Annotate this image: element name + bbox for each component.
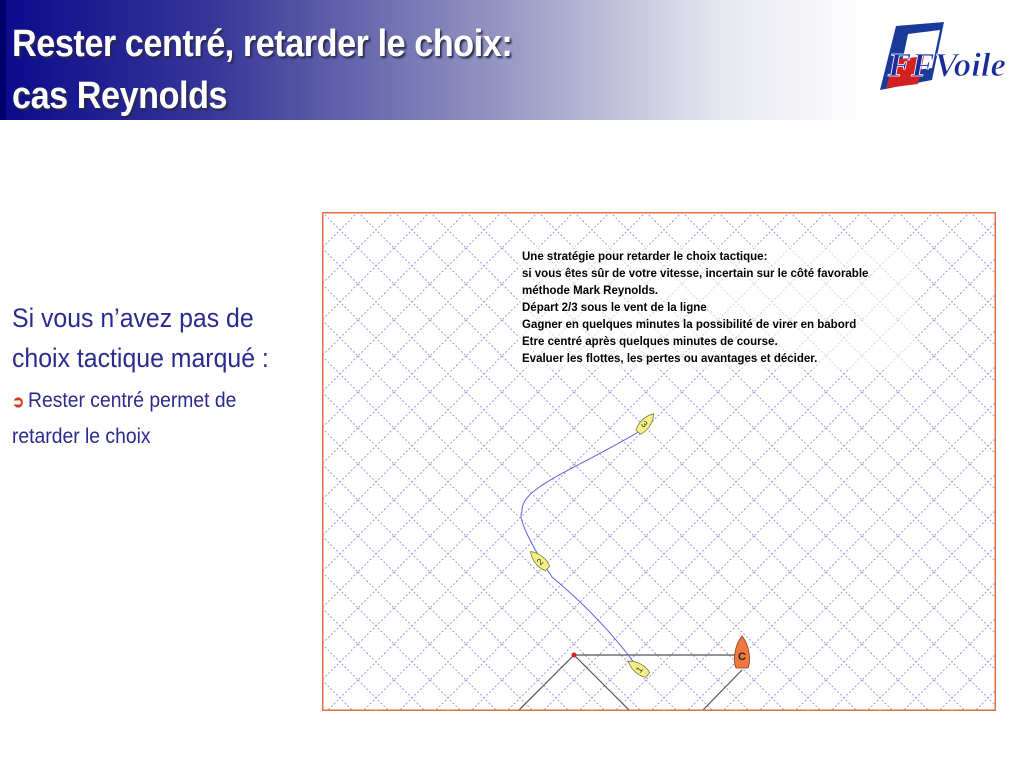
boat-2-label: 2 bbox=[534, 556, 546, 568]
header-bar bbox=[0, 0, 1024, 120]
strategy-line-6: Etre centré après quelques minutes de course. bbox=[522, 336, 778, 348]
title-line-2: cas Reynolds bbox=[12, 75, 228, 117]
bullet-text: Rester centré permet de retarder le choix bbox=[12, 389, 237, 448]
race-diagram bbox=[322, 212, 996, 711]
committee-label: C bbox=[738, 651, 746, 663]
boat-1-label: 1 bbox=[633, 664, 645, 675]
slide-title bbox=[12, 18, 512, 122]
logo-text: FFVoile bbox=[886, 47, 1006, 84]
lead-text: Si vous n’avez pas de choix tactique marqué : bbox=[12, 303, 269, 373]
strategy-line-7: Evaluer les flottes, les pertes ou avantages et décider. bbox=[522, 353, 818, 365]
strategy-line-3: méthode Mark Reynolds. bbox=[522, 285, 659, 297]
strategy-line-2: si vous êtes sûr de votre vitesse, incertain sur le côté favorable bbox=[522, 268, 869, 280]
ffvoile-logo-icon bbox=[874, 20, 1009, 98]
strategy-line-5: Gagner en quelques minutes la possibilité de virer en babord bbox=[522, 319, 857, 331]
pin-end-mark bbox=[572, 653, 577, 658]
strategy-line-4: Départ 2/3 sous le vent de la ligne bbox=[522, 302, 707, 314]
body-text bbox=[12, 298, 312, 454]
strategy-line-1: Une stratégie pour retarder le choix tactique: bbox=[522, 251, 768, 263]
bullet-item bbox=[12, 384, 306, 454]
curved-arrow-icon: ➲ bbox=[12, 394, 25, 411]
title-line-1: Rester centré, retarder le choix: bbox=[12, 23, 513, 65]
boat-3-label: 3 bbox=[639, 418, 650, 430]
header-stripe bbox=[0, 0, 6, 120]
